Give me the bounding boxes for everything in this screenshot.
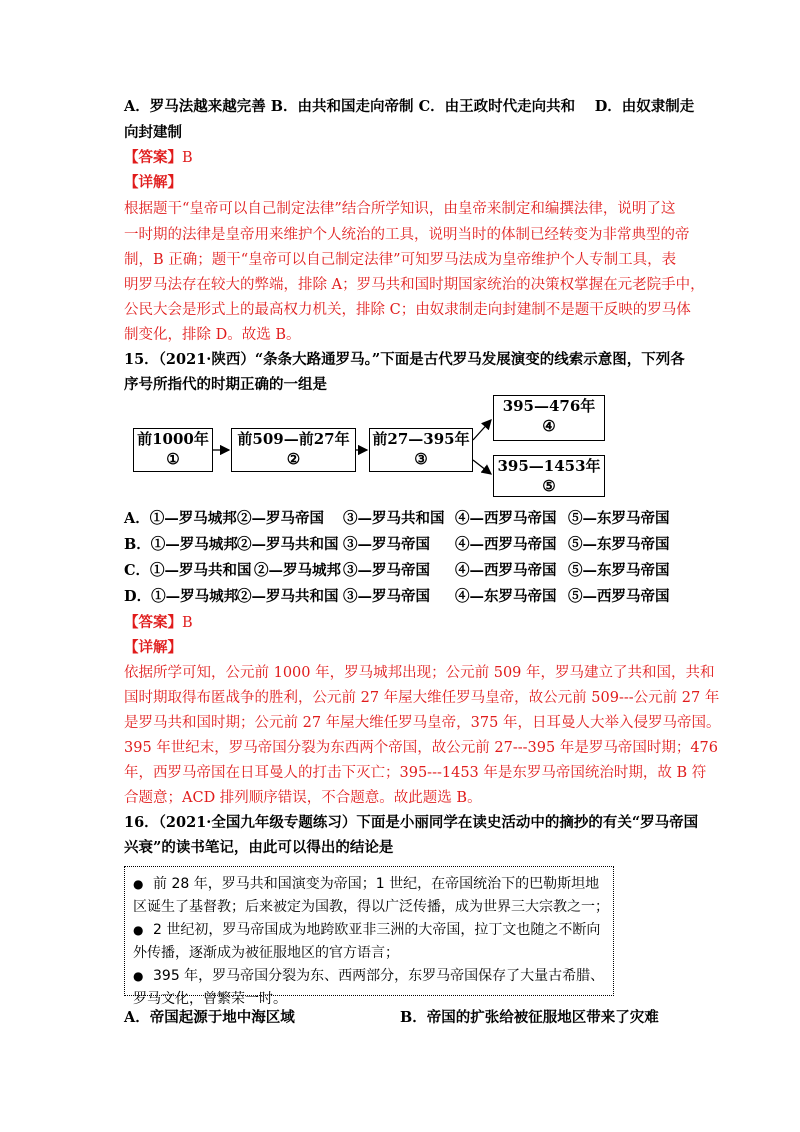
q15-stem-line2: 序号所指代的时期正确的一组是 (124, 376, 327, 393)
option-part: ②—罗马共和国 (237, 536, 339, 553)
option-part: ③—罗马帝国 (343, 562, 430, 579)
option-part: ③—罗马帝国 (343, 588, 430, 605)
q15-detail-line: 国时期取得布匿战争的胜利，公元前 27 年屋大维任罗马皇帝，故公元前 509---公元前 27 年 (124, 690, 720, 706)
q14-detail-line: 明罗马法存在较大的弊端，排除 A；罗马共和国时期国家统治的决策权掌握在元老院手中， (124, 277, 705, 293)
answer-label: 【答案】 (124, 614, 182, 631)
option-part: ⑤—东罗马帝国 (568, 510, 670, 527)
q14-detail-line: 根据题干“皇帝可以自己制定法律”结合所学知识，由皇帝来制定和编撰法律，说明了这 (124, 201, 676, 217)
timeline-number: ③ (414, 450, 428, 468)
bullet-icon: ● (133, 877, 144, 891)
q14-detail-label: 【详解】 (124, 174, 182, 191)
q16-stem-line2: 兴衰”的读书笔记，由此可以得出的结论是 (124, 839, 394, 856)
note-line (133, 965, 605, 988)
q15-stem-line1: 15．（2021·陕西）“条条大路通罗马。”下面是古代罗马发展演变的线索示意图，下列各 (124, 351, 685, 368)
option-part: ④—东罗马帝国 (455, 588, 557, 605)
timeline-period: 395—1453年 (497, 457, 601, 475)
timeline-period: 前509—前27年 (237, 430, 350, 448)
option-part: ⑤—西罗马帝国 (568, 588, 670, 605)
option-part: A．①—罗马城邦 (124, 510, 237, 527)
q15-answer (124, 613, 193, 633)
option-part: D．①—罗马城邦 (124, 588, 239, 605)
q16-stem-line1: 16．（2021·全国九年级专题练习）下面是小丽同学在读史活动中的摘抄的有关“罗马帝国 (124, 814, 699, 831)
q14-options-line2: 向封建制 (124, 124, 182, 141)
q15-detail-line: 是罗马共和国时期；公元前 27 年屋大维任罗马皇帝，375 年，日耳曼人大举入侵罗马帝国。 (124, 715, 721, 731)
timeline-number: ④ (542, 417, 556, 435)
arrow-3-4 (473, 420, 491, 440)
option-part: ③—罗马共和国 (343, 510, 445, 527)
timeline-period: 前1000年 (137, 430, 209, 448)
option-part: ④—西罗马帝国 (455, 536, 557, 553)
timeline-period: 395—476年 (502, 397, 596, 415)
note-text: 2 世纪初，罗马帝国成为地跨欧亚非三洲的大帝国，拉丁文也随之不断向 (153, 922, 601, 938)
option-part: ②—罗马共和国 (237, 588, 339, 605)
q14-options-line1: A．罗马法越来越完善 B．由共和国走向帝制 C．由王政时代走向共和 D．由奴隶制走 (124, 98, 695, 115)
option-part: C．①—罗马共和国 (124, 562, 252, 579)
q14-detail-line: 制变化，排除 D。故选 B。 (124, 327, 301, 343)
q15-detail-line: 合题意；ACD 排列顺序错误，不合题意。故此题选 B。 (124, 790, 482, 806)
option-part: ②—罗马城邦 (254, 562, 341, 579)
option-part: ③—罗马帝国 (343, 536, 430, 553)
note-line: 区诞生了基督教；后来被定为国教，得以广泛传播，成为世界三大宗教之一； (133, 899, 609, 915)
answer-label: 【答案】 (124, 149, 182, 166)
note-text: 前 28 年，罗马共和国演变为帝国；1 世纪，在帝国统治下的巴勒斯坦地 (153, 876, 600, 892)
q16-option-b[interactable]: B．帝国的扩张给被征服地区带来了灾难 (400, 1009, 659, 1026)
timeline-arrows (0, 0, 800, 520)
q14-detail-line: 公民大会是形式上的最高权力机关，排除 C；由奴隶制走向封建制不是题干反映的罗马体 (124, 302, 691, 318)
arrow-3-5 (473, 460, 491, 474)
option-part: B．①—罗马城邦 (124, 536, 238, 553)
option-part: ⑤—东罗马帝国 (568, 562, 670, 579)
q14-detail-line: 制，B 正确；题干“皇帝可以自己制定法律”可知罗马法成为皇帝维护个人专制工具，表 (124, 252, 677, 268)
q15-detail-line: 395 年世纪末，罗马帝国分裂为东西两个帝国，故公元前 27---395 年是罗马帝国时期；476 (124, 740, 719, 756)
q15-detail-label: 【详解】 (124, 639, 182, 656)
option-part: ④—西罗马帝国 (455, 510, 557, 527)
answer-value: B (182, 150, 193, 166)
answer-value: B (182, 615, 193, 631)
bullet-icon: ● (133, 969, 144, 983)
timeline-number: ⑤ (542, 477, 556, 495)
option-part: ④—西罗马帝国 (455, 562, 557, 579)
q15-detail-line: 依据所学可知，公元前 1000 年，罗马城邦出现；公元前 509 年，罗马建立了共和国，共和 (124, 665, 715, 681)
timeline-period: 前27—395年 (372, 430, 470, 448)
option-part: ⑤—东罗马帝国 (568, 536, 670, 553)
note-line (133, 873, 605, 896)
note-line: 罗马文化，曾繁荣一时。 (133, 991, 287, 1007)
reading-notes-box (124, 866, 614, 1007)
note-line (133, 919, 605, 942)
q15-detail-line: 年，西罗马帝国在日耳曼人的打击下灭亡；395---1453 年是东罗马帝国统治时期，故 B 符 (124, 765, 707, 781)
note-text: 395 年，罗马帝国分裂为东、西两部分，东罗马帝国保存了大量古希腊、 (153, 968, 605, 984)
timeline-number: ② (286, 450, 301, 468)
bullet-icon: ● (133, 923, 144, 937)
q16-option-a[interactable]: A．帝国起源于地中海区域 (124, 1009, 295, 1026)
option-part: ②—罗马帝国 (237, 510, 324, 527)
q14-detail-line: 一时期的法律是皇帝用来维护个人统治的工具，说明当时的体制已经转变为非常典型的帝 (124, 227, 690, 243)
timeline-number: ① (166, 450, 180, 468)
note-line: 外传播，逐渐成为被征服地区的官方语言； (133, 945, 399, 961)
